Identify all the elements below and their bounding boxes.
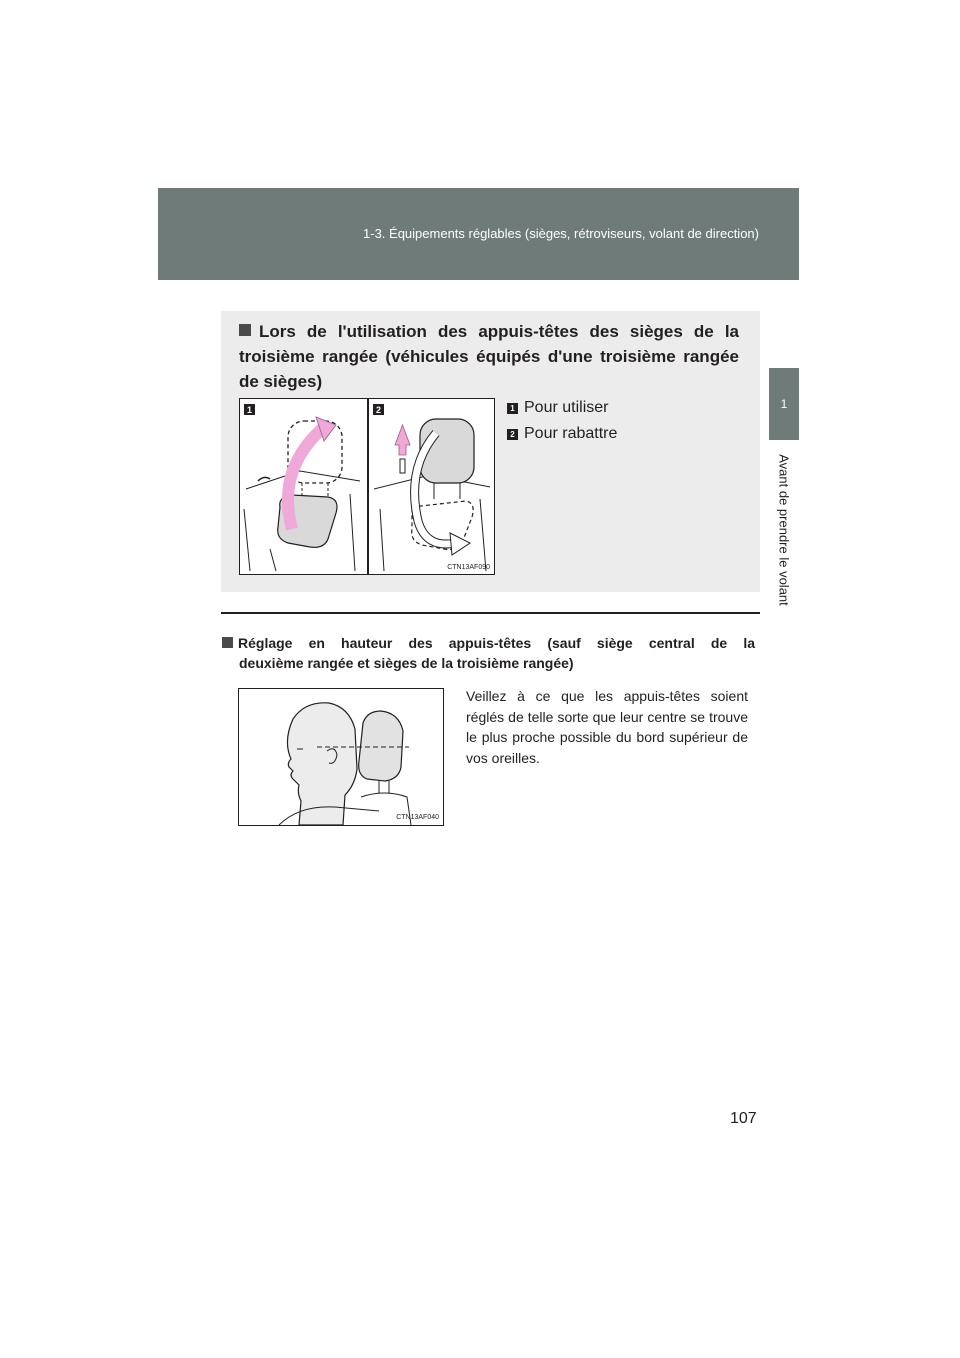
section-divider	[221, 612, 760, 614]
chapter-label: Avant de prendre le volant	[776, 454, 792, 606]
header-band	[158, 188, 799, 280]
section-body: Veillez à ce que les appuis-têtes soient réglés de telle sorte que leur centre se trouve le plus proche possible du bord supérieur de vos oreilles.	[466, 688, 748, 766]
legend-number-badge: 1	[507, 403, 518, 414]
figure-legend	[507, 395, 617, 447]
legend-item	[507, 421, 617, 447]
headrest-height-illustration	[239, 689, 443, 825]
section-title: 1-3. Équipements réglables (sièges, rétroviseurs, volant de direction)	[363, 226, 759, 241]
square-bullet-icon	[222, 637, 233, 648]
seat-top-line	[246, 471, 360, 489]
legend-label: Pour rabattre	[524, 425, 618, 442]
legend-number-badge: 2	[507, 429, 518, 440]
section-heading-line2: deuxième rangée et sièges de la troisième rangée)	[239, 655, 574, 671]
fold-arrow-head	[450, 533, 470, 555]
note-box	[221, 311, 760, 592]
press-up-arrow	[395, 425, 410, 455]
headrest	[359, 711, 403, 781]
legend-label: Pour utiliser	[524, 399, 609, 416]
chapter-tab	[769, 368, 799, 440]
chapter-number: 1	[780, 397, 788, 411]
release-lever	[258, 477, 270, 481]
headrest-height-figure	[238, 688, 444, 826]
legend-item	[507, 395, 617, 421]
figure-code-1: CTN13AF090	[447, 564, 490, 571]
release-button	[400, 459, 405, 473]
headrest-fold-figure	[239, 398, 495, 575]
section-heading-line1: Réglage en hauteur des appuis-têtes (sauf siège central de la	[238, 635, 755, 651]
note-heading	[239, 319, 739, 394]
page-number: 107	[730, 1110, 757, 1127]
section-heading	[222, 633, 755, 673]
note-heading-text: Lors de l'utilisation des appuis-têtes des sièges de la troisième rangée (véhicules équipés d'une troisième rangée de sièges)	[239, 322, 739, 391]
square-bullet-icon	[239, 324, 251, 336]
figure-code-2: CTN13AF040	[396, 814, 439, 821]
panel-1-number: 1	[246, 405, 253, 415]
panel-2-number: 2	[375, 405, 382, 415]
headrest-fold-illustration	[240, 399, 494, 574]
